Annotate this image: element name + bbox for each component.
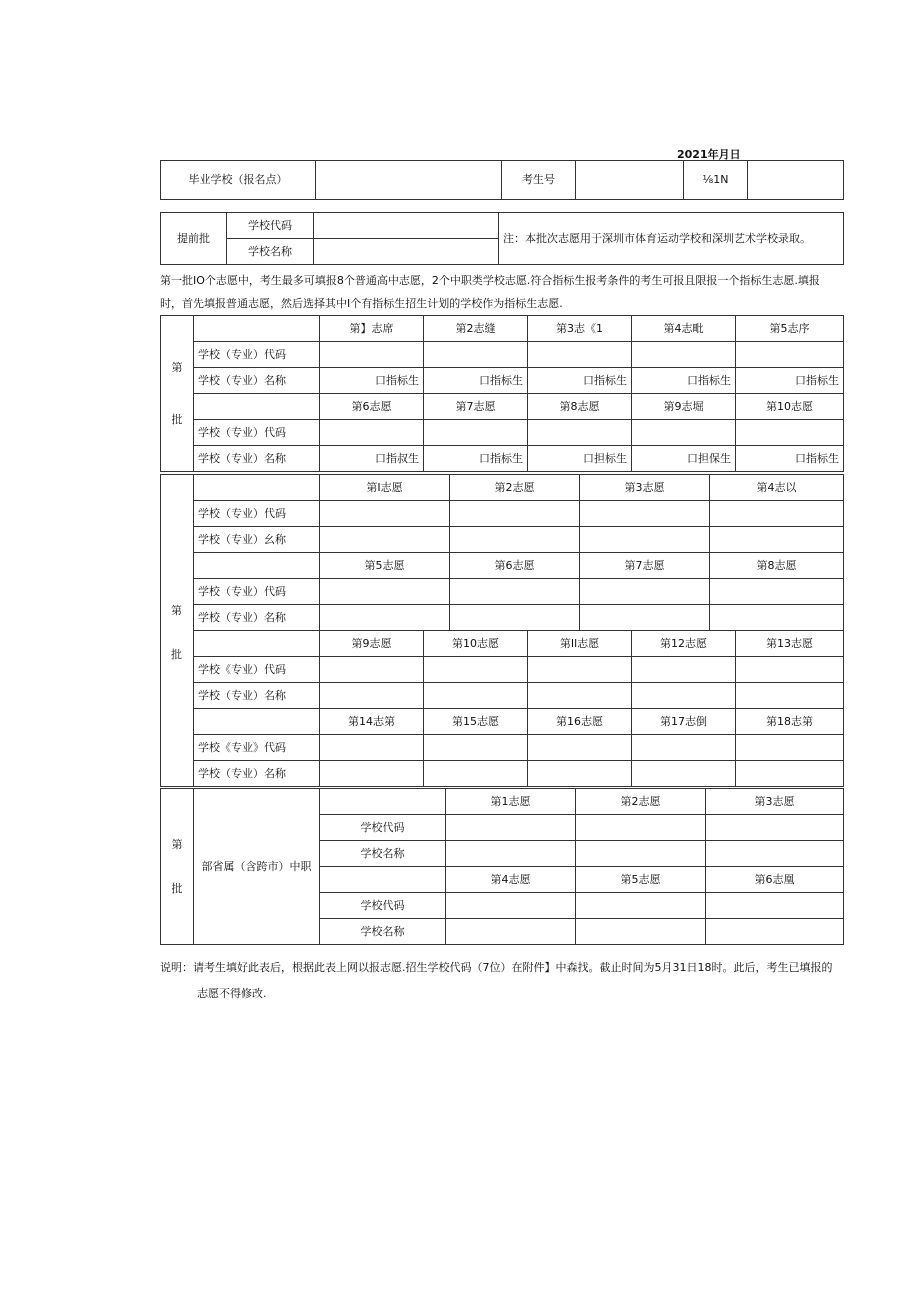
batch2-choice-3: 第3志愿 [580,475,710,501]
batch2-name-input[interactable] [736,761,844,787]
batch1-choice-7: 第7志愿 [424,394,528,420]
batch1-instructions [160,269,850,315]
batch2-choice-18: 第18志第 [736,709,844,735]
batch3-code-input[interactable] [706,893,844,919]
batch3-side-char2: 批 [171,881,183,895]
batch1-code-input[interactable] [736,342,844,368]
name-label: ⅛1N [684,161,748,200]
batch3-code-input[interactable] [576,893,706,919]
batch2-choice-4: 第4志以 [710,475,844,501]
batch1-side-label [161,316,194,472]
batch2-code-input[interactable] [424,735,528,761]
batch2-choice-7: 第7志愿 [580,553,710,579]
batch2-name-input[interactable] [632,761,736,787]
batch2-name-input[interactable] [528,683,632,709]
footer-note-line2: 志愿不得修改. [197,987,267,1000]
batch2-choice-8: 第8志愿 [710,553,844,579]
batch3-header-blank [320,867,446,893]
batch1-instructions-line1: 第一批IO个志愿中，考生最多可填报8个普通高中志愿，2个中职类学校志愿.符合指标生报考条件的考生可报且限报一个指标生志愿.填报 [160,274,820,287]
batch2-side-char2: 批 [171,648,182,661]
batch2-code-input[interactable] [528,735,632,761]
batch3-table [160,788,844,945]
batch2-name-input[interactable] [736,683,844,709]
batch1-quota-checkbox[interactable]: 口指标生 [736,368,844,394]
student-info-table [160,160,844,200]
batch2-header-blank [194,631,320,657]
batch2-side-char1: 第 [171,604,182,617]
batch2-choice-6: 第6志愿 [450,553,580,579]
early-school-name-input[interactable] [314,239,499,265]
early-batch-label: 提前批 [161,213,227,265]
batch2-choice-1: 第I志愿 [320,475,450,501]
batch2-table-a [160,474,844,631]
batch1-choice-4: 第4志毗 [632,316,736,342]
batch3-code-input[interactable] [446,893,576,919]
early-batch-note: 注：本批次志愿用于深圳市体育运动学校和深圳艺术学校录取。 [499,213,844,265]
batch3-name-input[interactable] [576,919,706,945]
batch2-name-label: 学校（专业）名称 [194,761,320,787]
batch2-code-input[interactable] [580,579,710,605]
batch2-name-input[interactable] [424,683,528,709]
batch1-code-input[interactable] [424,342,528,368]
batch1-quota-checkbox[interactable]: 口指叔生 [320,446,424,472]
batch2-code-input[interactable] [320,579,450,605]
batch1-side-char2: 批 [171,412,183,426]
batch1-header-blank [194,316,320,342]
batch3-side-char1: 第 [171,837,183,851]
early-school-code-label: 学校代码 [227,213,314,239]
batch2-choice-17: 第17志倒 [632,709,736,735]
batch2-code-label: 学校《专业》代码 [194,735,320,761]
batch1-quota-checkbox[interactable]: 口指标生 [632,368,736,394]
batch1-quota-checkbox[interactable]: 口指标生 [320,368,424,394]
batch1-table [160,315,844,472]
batch3-name-label: 学校名称 [320,841,446,867]
batch3-choice-5: 第5志愿 [576,867,706,893]
batch1-code-input[interactable] [320,420,424,446]
batch1-quota-checkbox[interactable]: 口担标生 [528,446,632,472]
exam-number-label: 考生号 [502,161,576,200]
batch2-name-input[interactable] [632,683,736,709]
batch3-name-input[interactable] [706,919,844,945]
graduation-school-input[interactable] [316,161,502,200]
batch2-table-b [160,630,844,787]
batch3-code-input[interactable] [576,815,706,841]
batch3-code-input[interactable] [706,815,844,841]
batch1-choice-2: 第2志缝 [424,316,528,342]
batch3-choice-4: 第4志愿 [446,867,576,893]
batch2-name-input[interactable] [320,683,424,709]
batch2-code-label: 学校（专业）代码 [194,501,320,527]
batch3-category-label: 部省属（含跨市）中职 [194,789,320,945]
batch2-name-input[interactable] [450,527,580,553]
batch3-code-label: 学校代码 [320,815,446,841]
batch1-choice-10: 第10志愿 [736,394,844,420]
batch3-choice-3: 第3志愿 [706,789,844,815]
batch3-name-input[interactable] [446,919,576,945]
batch1-code-label: 学校（专业）代码 [194,342,320,368]
batch1-choice-9: 第9志堀 [632,394,736,420]
batch2-choice-15: 第15志愿 [424,709,528,735]
batch2-code-input[interactable] [632,735,736,761]
batch2-name-input[interactable] [320,527,450,553]
batch2-name-label: 学校（专业）幺称 [194,527,320,553]
batch2-name-input[interactable] [424,761,528,787]
batch2-name-input[interactable] [710,527,844,553]
batch2-code-input[interactable] [580,501,710,527]
batch1-code-input[interactable] [632,420,736,446]
batch2-choice-12: 第12志愿 [632,631,736,657]
batch2-choice-5: 第5志愿 [320,553,450,579]
batch1-name-label: 学校（专业）名称 [194,446,320,472]
exam-number-input[interactable] [576,161,684,200]
batch2-code-input[interactable] [528,657,632,683]
batch1-code-input[interactable] [320,342,424,368]
batch2-choice-10: 第10志愿 [424,631,528,657]
graduation-school-label: 毕业学校（报名点） [161,161,316,200]
batch2-code-input[interactable] [450,501,580,527]
batch3-code-label: 学校代码 [320,893,446,919]
batch3-side-label [161,789,194,945]
early-school-name-label: 学校名称 [227,239,314,265]
batch3-choice-1: 第1志愿 [446,789,576,815]
batch2-name-input[interactable] [710,605,844,631]
batch3-choice-2: 第2志愿 [576,789,706,815]
batch1-code-label: 学校（专业）代码 [194,420,320,446]
batch2-code-input[interactable] [736,735,844,761]
batch1-choice-1: 第】志席 [320,316,424,342]
batch2-choice-13: 第13志愿 [736,631,844,657]
batch2-name-input[interactable] [580,605,710,631]
batch2-choice-16: 第16志愿 [528,709,632,735]
batch2-name-input[interactable] [320,605,450,631]
batch2-choice-14: 第14志第 [320,709,424,735]
batch2-side-label [160,600,193,666]
batch3-choice-6: 第6志凰 [706,867,844,893]
batch2-code-input[interactable] [632,657,736,683]
batch2-code-input[interactable] [736,657,844,683]
batch2-name-label: 学校（专业）名称 [194,605,320,631]
footer-note-line1: 说明：请考生填好此表后，根据此表上网以报志愿.招生学校代码（7位）在附件】中森找。截止时间为5月31日18时。此后，考生已填报的 [160,961,833,974]
date-field: 2021年月日 [677,148,741,161]
batch1-code-input[interactable] [528,342,632,368]
batch1-quota-checkbox[interactable]: 口指标生 [528,368,632,394]
batch2-code-input[interactable] [320,657,424,683]
batch2-name-label: 学校（专业）名称 [194,683,320,709]
batch1-choice-6: 第6志愿 [320,394,424,420]
footer-note [160,955,850,1007]
batch1-header-blank [194,394,320,420]
batch1-code-input[interactable] [632,342,736,368]
batch1-quota-checkbox[interactable]: 口指标生 [424,446,528,472]
batch1-name-label: 学校（专业）名称 [194,368,320,394]
batch1-choice-5: 第5志序 [736,316,844,342]
batch2-header-blank [194,553,320,579]
batch2-name-input[interactable] [528,761,632,787]
batch3-name-input[interactable] [576,841,706,867]
batch1-quota-checkbox[interactable]: 口担保生 [632,446,736,472]
batch2-choice-9: 第9志愿 [320,631,424,657]
batch2-code-label: 学校（专业）代码 [194,579,320,605]
batch3-name-input[interactable] [706,841,844,867]
batch2-code-input[interactable] [424,657,528,683]
batch2-code-input[interactable] [320,501,450,527]
batch2-choice-2: 第2志愿 [450,475,580,501]
batch2-code-input[interactable] [450,579,580,605]
batch1-quota-checkbox[interactable]: 口指标生 [736,446,844,472]
batch2-choice-11: 第Il志愿 [528,631,632,657]
batch3-name-label: 学校名称 [320,919,446,945]
batch3-name-input[interactable] [446,841,576,867]
batch2-code-input[interactable] [320,735,424,761]
batch2-code-input[interactable] [710,501,844,527]
batch2-name-input[interactable] [320,761,424,787]
batch1-instructions-line2: 时，首先填报普通志愿，然后选择其中I个有指标生招生计划的学校作为指标生志愿. [160,297,563,310]
batch2-code-label: 学校《专业）代码 [194,657,320,683]
early-school-code-input[interactable] [314,213,499,239]
batch3-header-blank [320,789,446,815]
batch1-code-input[interactable] [736,420,844,446]
early-batch-table [160,212,844,265]
batch1-choice-3: 第3志《1 [528,316,632,342]
batch2-header-blank [194,709,320,735]
batch1-choice-8: 第8志愿 [528,394,632,420]
batch1-code-input[interactable] [528,420,632,446]
batch2-name-input[interactable] [450,605,580,631]
batch1-code-input[interactable] [424,420,528,446]
batch2-code-input[interactable] [710,579,844,605]
batch3-code-input[interactable] [446,815,576,841]
batch2-header-blank [194,475,320,501]
batch2-name-input[interactable] [580,527,710,553]
batch1-side-char1: 第 [171,360,183,374]
batch1-quota-checkbox[interactable]: 口指标生 [424,368,528,394]
name-input[interactable] [748,161,844,200]
